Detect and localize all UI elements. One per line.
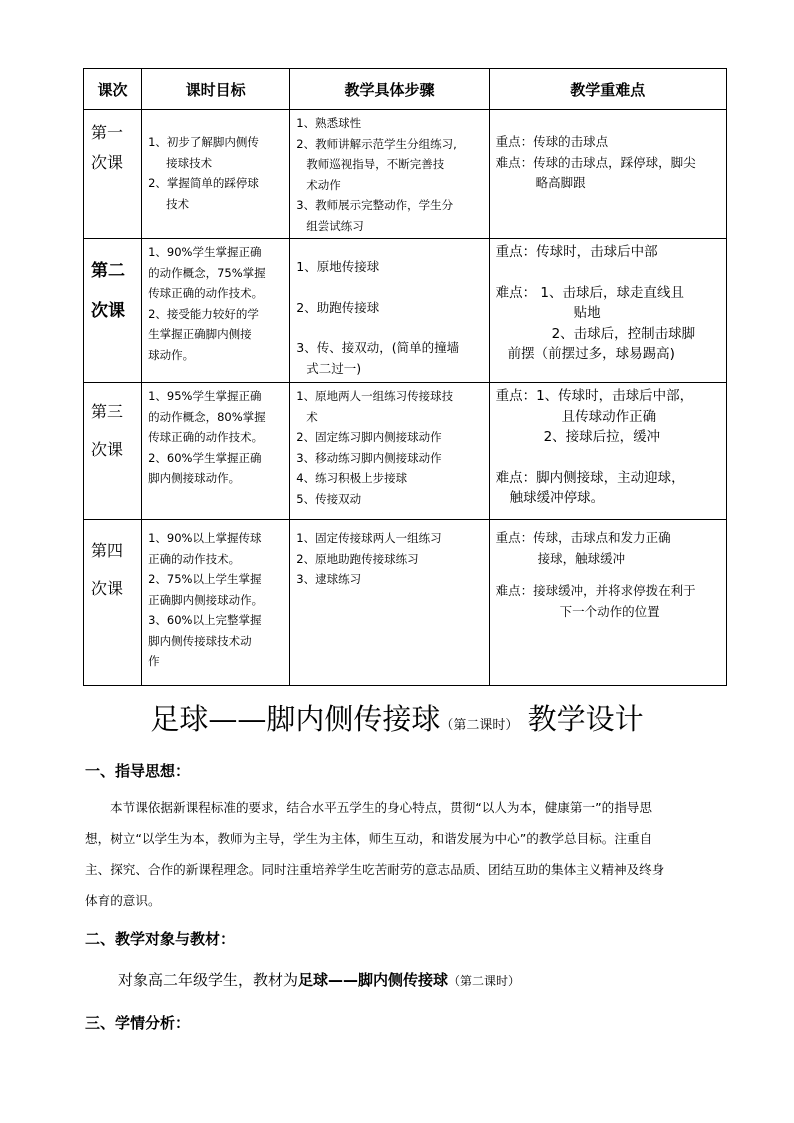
key-line: 难点：接球缓冲，并将求停拨在利于 xyxy=(495,583,696,598)
lesson-label: 次课 xyxy=(91,579,124,598)
goal-line: 2、75%以上学生掌握 xyxy=(148,572,262,586)
goal-line: 球动作。 xyxy=(148,347,195,362)
table-row xyxy=(84,110,727,239)
key-line: 重点：传球的击球点 xyxy=(495,134,609,149)
step-line: 3、传、接双动，(简单的撞墙 xyxy=(296,340,460,355)
object-prefix: 对象高二年级学生，教材为 xyxy=(118,971,299,989)
header-lesson: 课次 xyxy=(84,69,142,110)
key-line: 2、击球后，控制击球脚 xyxy=(551,325,696,342)
lesson-label: 次课 xyxy=(91,153,124,172)
key-line: 贴地 xyxy=(573,305,601,321)
step-line: 1、原地两人一组练习传接球技 xyxy=(296,389,454,403)
goal-line: 的动作概念，75%掌握 xyxy=(148,265,266,280)
header-goals: 课时目标 xyxy=(142,69,290,110)
goal-line: 技术 xyxy=(166,196,190,211)
key-line: 且传球动作正确 xyxy=(561,408,657,425)
table-row xyxy=(84,383,727,520)
step-line: 术 xyxy=(306,409,318,424)
goals-cell xyxy=(142,520,290,686)
step-line: 2、原地助跑传接球练习 xyxy=(296,551,419,566)
step-line: 3、移动练习脚内侧接球动作 xyxy=(296,450,442,465)
paragraph-line: 本节课依据新课程标准的要求，结合水平五学生的身心特点，贯彻“以人为本，健康第一”的指导思 xyxy=(110,800,652,815)
goal-line: 传球正确的动作技术。 xyxy=(148,430,264,444)
key-points-cell xyxy=(489,239,726,383)
table-header-row xyxy=(84,69,727,110)
lesson-cell xyxy=(84,239,142,383)
step-line: 1、固定传接球两人一组练习 xyxy=(296,531,442,545)
goal-line: 2、接受能力较好的学 xyxy=(148,306,259,321)
key-line: 重点：传球时，击球后中部 xyxy=(495,244,658,260)
lesson-label: 第三 xyxy=(91,402,124,421)
lesson-label: 次课 xyxy=(91,440,124,459)
title-subtitle: （第二课时） xyxy=(440,718,519,733)
goal-line: 作 xyxy=(148,654,160,668)
step-line: 组尝试练习 xyxy=(306,218,364,233)
goal-line: 脚内侧接球动作。 xyxy=(148,471,241,485)
table-row xyxy=(84,520,727,686)
key-line: 难点：传球的击球点，踩停球，脚尖 xyxy=(495,154,696,170)
goal-line: 2、60%学生掌握正确 xyxy=(148,450,262,465)
goal-line: 1、90%学生掌握正确 xyxy=(148,245,262,259)
header-key-points: 教学重难点 xyxy=(489,69,726,110)
step-line: 3、教师展示完整动作，学生分 xyxy=(296,198,454,212)
step-line: 2、助跑传接球 xyxy=(296,299,380,315)
goal-line: 接球技术 xyxy=(166,155,213,170)
goal-line: 的动作概念，80%掌握 xyxy=(148,409,266,424)
goal-line: 1、90%以上掌握传球 xyxy=(148,531,262,545)
guiding-idea-paragraph xyxy=(85,792,711,916)
section-heading-guiding-idea: 一、指导思想： xyxy=(85,762,191,780)
goals-cell xyxy=(142,239,290,383)
lesson-label: 第二 xyxy=(91,261,125,281)
key-line: 略高脚跟 xyxy=(535,175,586,190)
step-line: 4、练习积极上步接球 xyxy=(296,471,408,485)
key-line: 2、接球后拉，缓冲 xyxy=(543,429,661,445)
section-heading-teaching-object: 二、教学对象与教材： xyxy=(85,930,236,948)
section-heading-learner-analysis: 三、学情分析： xyxy=(85,1014,191,1032)
key-line: 难点： 1、击球后，球走直线且 xyxy=(495,284,684,301)
step-line: 式二过一) xyxy=(306,360,362,376)
step-line: 3、逮球练习 xyxy=(296,572,362,586)
step-line: 1、原地传接球 xyxy=(296,259,380,274)
object-lesson-number: （第二课时） xyxy=(448,974,521,988)
goal-line: 3、60%以上完整掌握 xyxy=(148,613,262,627)
paragraph-line: 想，树立“以学生为本，教师为主导，学生为主体，师生互动，和谐发展为中心”的教学总目标。注重自 xyxy=(85,831,653,846)
paragraph-line: 主、探究、合作的新课程理念。同时注重培养学生吃苦耐劳的意志品质、团结互助的集体主义精神及终身 xyxy=(85,862,665,877)
step-line: 5、传接双动 xyxy=(296,491,362,506)
key-line: 难点：脚内侧接球，主动迎球， xyxy=(495,469,685,486)
steps-cell xyxy=(290,239,489,383)
key-points-cell xyxy=(489,520,726,686)
header-steps: 教学具体步骤 xyxy=(290,69,489,110)
goal-line: 传球正确的动作技术。 xyxy=(148,286,264,300)
step-line: 2、教师讲解示范学生分组练习, xyxy=(296,136,457,151)
steps-cell xyxy=(290,520,489,686)
step-line: 1、熟悉球性 xyxy=(296,116,362,130)
goals-cell xyxy=(142,110,290,239)
key-line: 重点：传球，击球点和发力正确 xyxy=(495,530,671,545)
lesson-plan-table xyxy=(83,68,727,686)
lesson-cell xyxy=(84,383,142,520)
key-points-cell xyxy=(489,383,726,520)
lesson-label: 第四 xyxy=(91,541,124,560)
key-line: 接球，触球缓冲 xyxy=(537,550,626,566)
title-suffix: 教学设计 xyxy=(527,702,644,736)
step-line: 教师巡视指导，不断完善技 xyxy=(306,157,445,171)
goal-line: 脚内侧传接球技术动 xyxy=(148,633,252,648)
key-line: 重点：1、传球时，击球后中部， xyxy=(495,388,694,404)
lesson-cell xyxy=(84,520,142,686)
goal-line: 2、掌握简单的踩停球 xyxy=(148,176,259,190)
step-line: 术动作 xyxy=(306,177,341,192)
goals-cell xyxy=(142,383,290,520)
key-line: 前摆（前摆过多，球易踢高) xyxy=(507,346,675,362)
document-title xyxy=(0,697,794,748)
key-line: 下一个动作的位置 xyxy=(559,603,660,619)
table-row xyxy=(84,239,727,383)
lesson-cell xyxy=(84,110,142,239)
paragraph-line: 体育的意识。 xyxy=(85,893,161,908)
lesson-label: 次课 xyxy=(91,301,125,321)
title-main: 足球——脚内侧传接球 xyxy=(150,702,441,736)
steps-cell xyxy=(290,110,489,239)
key-points-cell xyxy=(489,110,726,239)
steps-cell xyxy=(290,383,489,520)
lesson-label: 第一 xyxy=(91,123,124,142)
goal-line: 正确脚内侧接球动作。 xyxy=(148,592,264,607)
teaching-object-line xyxy=(118,969,520,990)
goal-line: 1、95%学生掌握正确 xyxy=(148,389,262,403)
goal-line: 正确的动作技术。 xyxy=(148,551,241,566)
object-material: 足球——脚内侧传接球 xyxy=(298,971,449,989)
goal-line: 生掌握正确脚内侧接 xyxy=(148,327,252,341)
goal-line: 1、初步了解脚内侧传 xyxy=(148,135,259,149)
step-line: 2、固定练习脚内侧接球动作 xyxy=(296,430,442,444)
key-line: 触球缓冲停球。 xyxy=(509,490,605,506)
